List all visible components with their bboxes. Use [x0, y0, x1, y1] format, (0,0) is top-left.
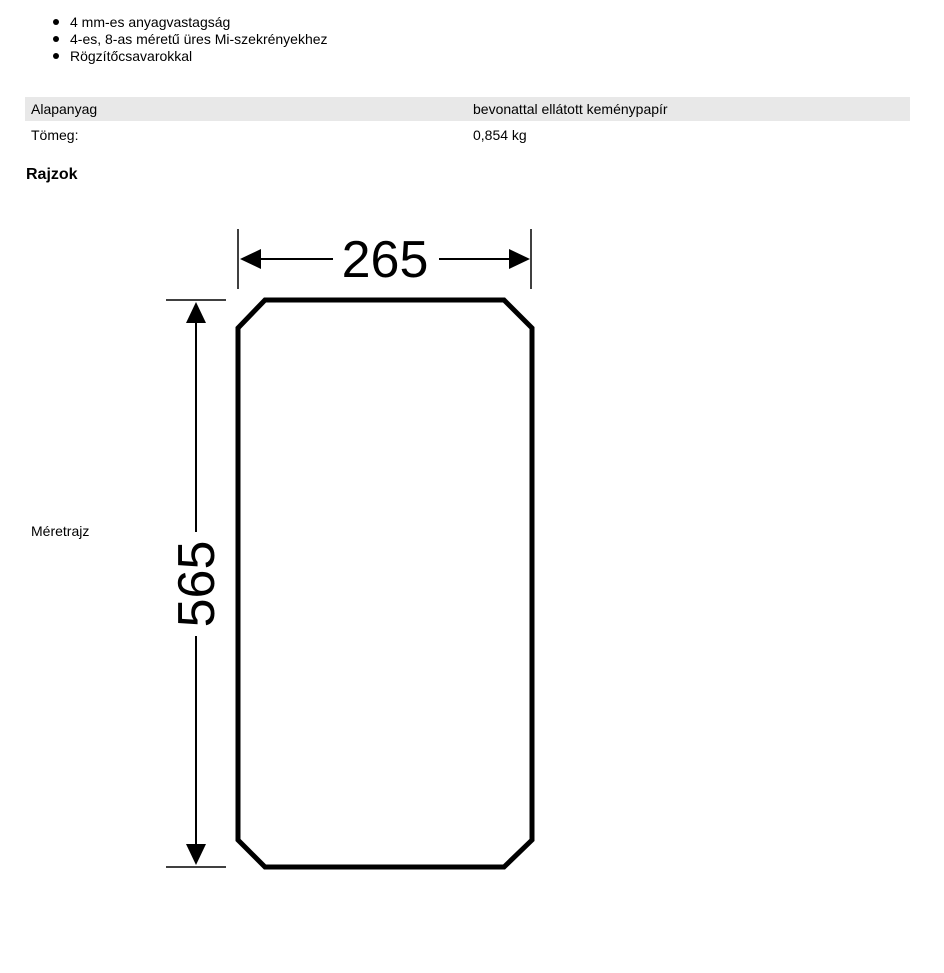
property-key: Tömeg: — [31, 127, 79, 143]
arrow-right-icon — [509, 249, 530, 269]
panel-outline — [238, 300, 532, 867]
section-title-drawings: Rajzok — [26, 166, 78, 183]
arrow-down-icon — [186, 844, 206, 865]
feature-item: 4-es, 8-as méretű üres Mi-szekrényekhez — [70, 31, 328, 48]
height-dimension-text: 565 — [168, 540, 226, 628]
property-value: bevonattal ellátott keménypapír — [473, 101, 668, 117]
property-key: Alapanyag — [31, 101, 98, 117]
arrow-left-icon — [240, 249, 261, 269]
property-value: 0,854 kg — [473, 127, 527, 143]
feature-item: Rögzítőcsavarokkal — [70, 48, 328, 65]
feature-item: 4 mm-es anyagvastagság — [70, 14, 328, 31]
drawing-label: Méretrajz — [31, 523, 90, 539]
width-dimension-text: 265 — [341, 231, 429, 289]
arrow-up-icon — [186, 302, 206, 323]
